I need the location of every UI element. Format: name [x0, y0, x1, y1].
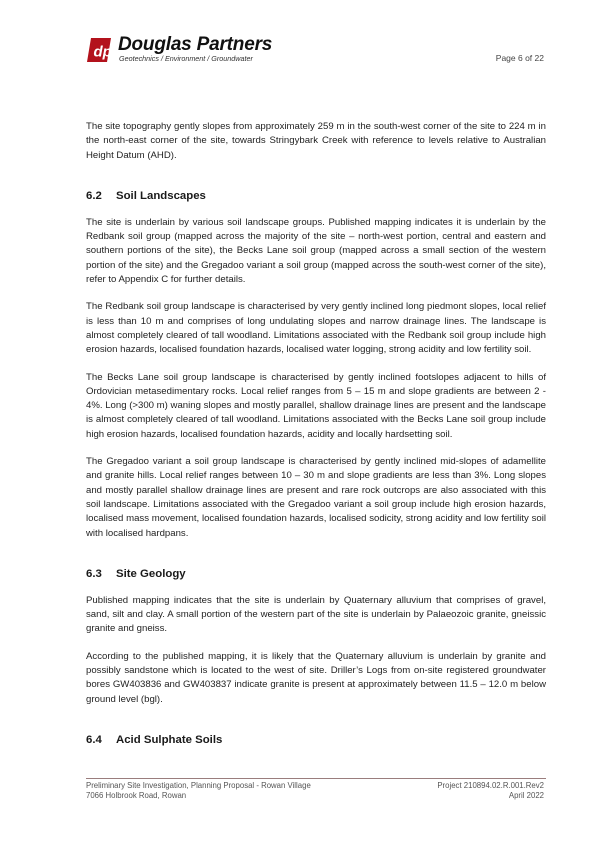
paragraph: The Becks Lane soil group landscape is characterised by gently inclined footslopes adjacent to hills of Ordovician metasedimentary rocks. Local relief ranges from 5 – 15 m and slope gradients are between 2 - 4%. Long (>300 m) waning slopes and mostly parallel, shallow drainage lines are present and the landscape is almost completely cleared of tall woodland. Limitations associated with the Becks Lane soil group include high erosion hazards, localised foundation hazards, acidity and locally hardsetting soil. — [86, 371, 546, 440]
page-number: Page 6 of 22 — [495, 53, 544, 63]
section-title: Soil Landscapes — [116, 189, 206, 202]
paragraph: The site is underlain by various soil landscape groups. Published mapping indicates it is underlain by the Redbank soil group (mapped across the majority of the site – north-west portion, central and eastern and southern portions of the site), the Becks Lane soil group (mapped across a small section of the western portion of the site) and the Gregadoo variant a soil group (mapped across the south-west corner of the site), refer to Appendix C for further details. — [86, 216, 546, 286]
footer-left — [86, 781, 311, 801]
section-title: Site Geology — [116, 567, 186, 580]
section-number: 6.3 — [86, 567, 102, 580]
section-heading-soil-landscapes — [86, 189, 546, 203]
footer-date: April 2022 — [508, 790, 544, 800]
section-number: 6.4 — [86, 733, 102, 746]
svg-text:dp: dp — [93, 43, 112, 61]
section-number: 6.2 — [86, 189, 102, 202]
footer-divider — [86, 778, 546, 779]
section-title: Acid Sulphate Soils — [116, 733, 223, 746]
paragraph: Published mapping indicates that the site is underlain by Quaternary alluvium that comprises of gravel, sand, silt and clay. A small portion of the western part of the site is underlain by Palaeozoic granite, gneissic granite and gneiss. — [86, 594, 546, 635]
footer-address: 7066 Holbrook Road, Rowan — [86, 790, 187, 800]
section-heading-acid-sulphate-soils — [86, 733, 546, 747]
document-body — [86, 120, 546, 747]
intro-paragraph: The site topography gently slopes from approximately 259 m in the south-west corner of the site to 224 m in the north-east corner of the site, towards Stringybark Creek with reference to levels relative to Australian Height Datum (AHD). — [86, 121, 546, 161]
company-tagline: Geotechnics / Environment / Groundwater — [119, 54, 253, 63]
company-name: Douglas Partners — [118, 34, 273, 55]
page-header — [86, 36, 546, 68]
footer-right — [437, 781, 544, 801]
footer-project: Project 210894.02.R.001.Rev2 — [437, 781, 544, 790]
dp-logo-icon — [86, 37, 116, 63]
paragraph: The Gregadoo variant a soil group landscape is characterised by gently inclined mid-slopes of adamellite and granite hills. Local relief ranges between 10 – 30 m and slope gradients are less than 3%. Long slopes and mostly parallel shallow drainage lines are present and rare rock outcrops are also associated with this soil landscape. Limitations associated with the Gregadoo variant a soil group include high erosion hazards, localised mass movement, localised foundation hazards, localised sodicity, strong acidity and low fertility soil with localised hardpans. — [86, 456, 546, 539]
section-heading-site-geology — [86, 567, 546, 581]
paragraph: The Redbank soil group landscape is characterised by very gently inclined long piedmont slopes, local relief is less than 10 m and comprises of long undulating slopes and narrow drainage lines. The landscape is almost completely cleared of tall woodland. Limitations associated with the Redbank soil group include high erosion hazards, localised foundation hazards, localised water logging, strong acidity and low fertility soil. — [86, 301, 546, 356]
footer-doc-title: Preliminary Site Investigation, Planning Proposal - Rowan Village — [86, 781, 311, 790]
paragraph: According to the published mapping, it is likely that the Quaternary alluvium is underlain by granite and possibly sandstone which is located to the west of site. Driller’s Logs from on-site registered groundwater bores GW403836 and GW403837 indicate granite is present at approximately between 11.5 – 12.0 m below ground level (bgl). — [86, 650, 546, 705]
